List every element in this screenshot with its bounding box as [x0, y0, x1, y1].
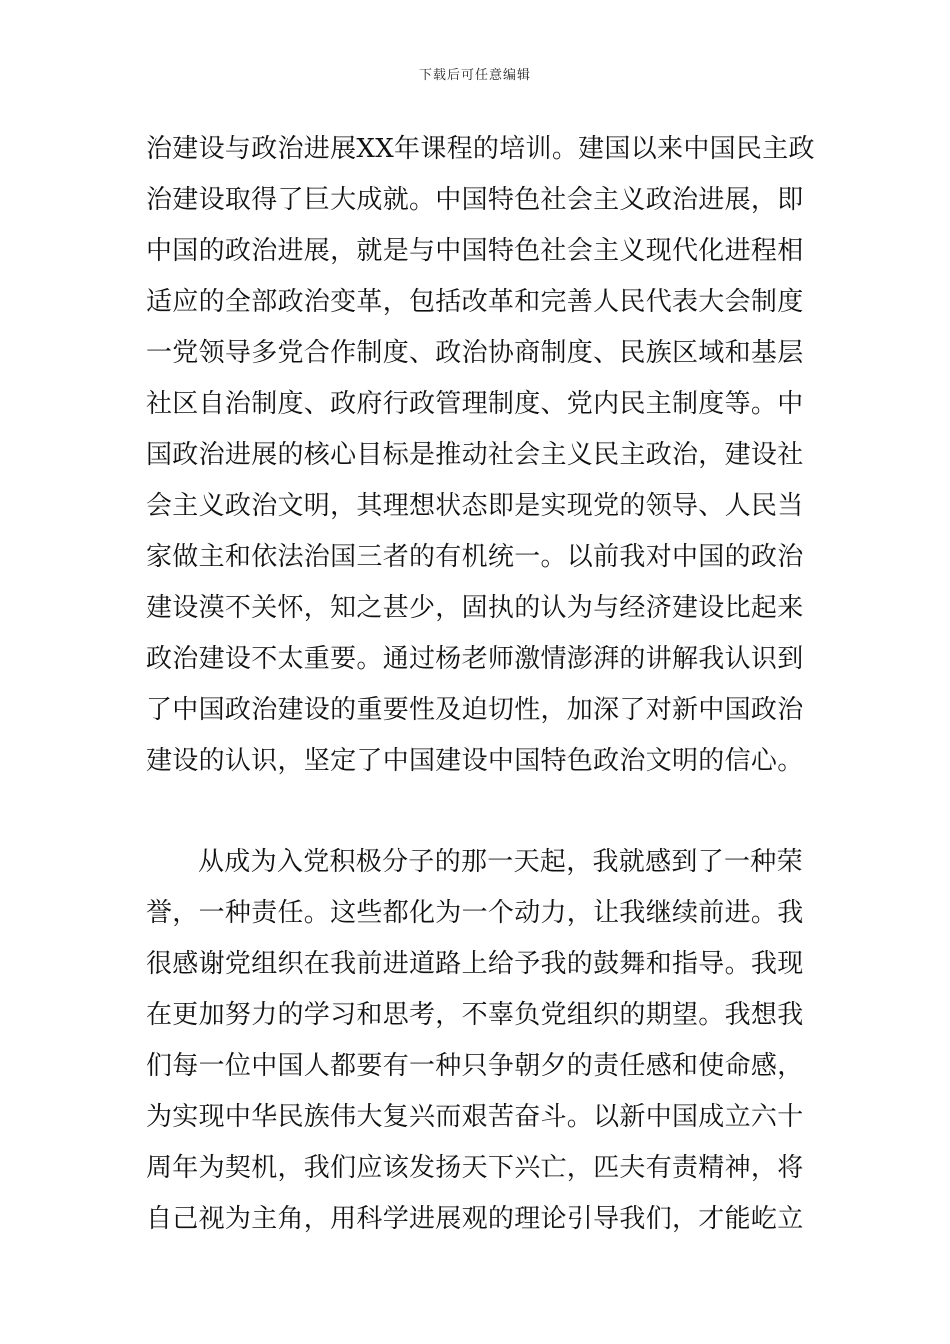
text-line: 会主义政治文明，其理想状态即是实现党的领导、人民当 — [146, 491, 804, 521]
text-line: 国政治进展的核心目标是推动社会主义民主政治，建设社 — [146, 440, 804, 470]
text-line: 一党领导多党合作制度、政治协商制度、民族区域和基层 — [146, 338, 804, 368]
paragraph-2 — [146, 837, 810, 1245]
text-line: 治建设与政治进展XX年课程的培训。建国以来中国民主政 — [146, 134, 815, 164]
text-line: 自己视为主角，用科学进展观的理论引导我们，才能屹立 — [146, 1204, 804, 1234]
text-line: 为实现中华民族伟大复兴而艰苦奋斗。以新中国成立六十 — [146, 1102, 804, 1132]
paragraph-1 — [146, 124, 815, 787]
paragraph-spacer — [146, 787, 810, 837]
text-line: 周年为契机，我们应该发扬天下兴亡，匹夫有责精神，将 — [146, 1153, 804, 1183]
text-line: 从成为入党积极分子的那一天起，我就感到了一种荣 — [198, 847, 803, 877]
text-line: 建设漠不关怀，知之甚少，固执的认为与经济建设比起来 — [146, 593, 804, 623]
text-line: 家做主和依法治国三者的有机统一。以前我对中国的政治 — [146, 542, 804, 572]
text-line: 建设的认识，坚定了中国建设中国特色政治文明的信心。 — [146, 746, 804, 776]
document-body — [146, 124, 815, 1245]
text-line: 治建设取得了巨大成就。中国特色社会主义政治进展，即 — [146, 185, 804, 215]
page-header: 下载后可任意编辑 — [418, 68, 531, 83]
text-line: 中国的政治进展，就是与中国特色社会主义现代化进程相 — [146, 236, 804, 266]
text-line: 们每一位中国人都要有一种只争朝夕的责任感和使命感， — [146, 1051, 804, 1081]
text-line: 适应的全部政治变革，包括改革和完善人民代表大会制度 — [146, 287, 804, 317]
text-line: 社区自治制度、政府行政管理制度、党内民主制度等。中 — [146, 389, 804, 419]
text-line: 了中国政治建设的重要性及迫切性，加深了对新中国政治 — [146, 695, 804, 725]
text-line: 在更加努力的学习和思考，不辜负党组织的期望。我想我 — [146, 1000, 804, 1030]
text-line: 誉，一种责任。这些都化为一个动力，让我继续前进。我 — [146, 898, 804, 928]
text-line: 很感谢党组织在我前进道路上给予我的鼓舞和指导。我现 — [146, 949, 804, 979]
text-line: 政治建设不太重要。通过杨老师激情澎湃的讲解我认识到 — [146, 644, 804, 674]
